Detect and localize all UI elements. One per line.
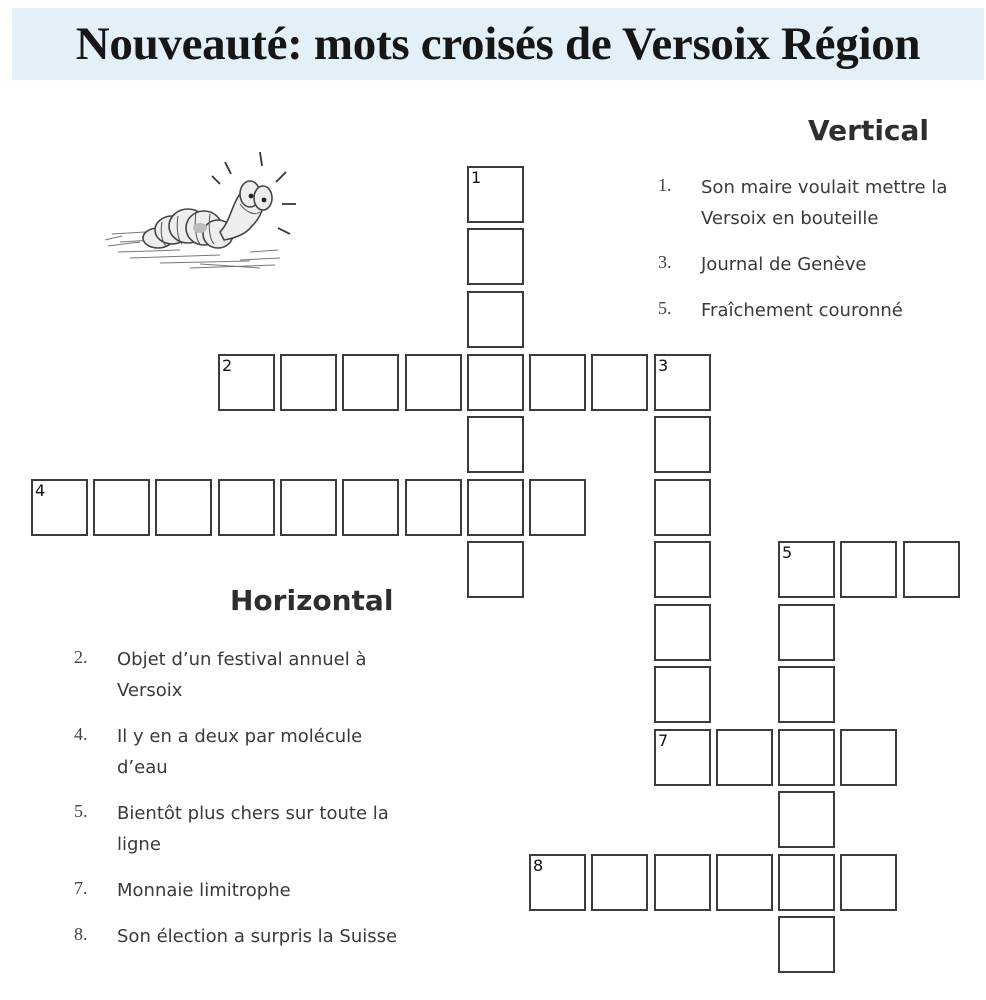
- clue-item-number: 8.: [74, 924, 88, 944]
- clue-item: [658, 172, 978, 234]
- grid-cell[interactable]: [529, 854, 586, 911]
- title-banner: [12, 8, 984, 80]
- clue-item: [74, 798, 414, 860]
- grid-cell[interactable]: [591, 354, 648, 411]
- grid-cell[interactable]: [405, 354, 462, 411]
- grid-cell[interactable]: [529, 479, 586, 536]
- horizontal-clue-list: [74, 644, 414, 967]
- grid-cell[interactable]: [218, 479, 275, 536]
- grid-cell[interactable]: [529, 354, 586, 411]
- grid-cell[interactable]: [654, 729, 711, 786]
- clue-number-8: 8: [533, 856, 544, 875]
- clue-number-1: 1: [471, 168, 482, 187]
- grid-cell[interactable]: [342, 354, 399, 411]
- grid-cell[interactable]: [654, 854, 711, 911]
- clue-number-4: 4: [35, 481, 46, 500]
- grid-cell[interactable]: [342, 479, 399, 536]
- grid-cell[interactable]: [467, 291, 524, 348]
- grid-cell[interactable]: [778, 666, 835, 723]
- clue-number-5: 5: [782, 543, 793, 562]
- grid-cell[interactable]: [778, 604, 835, 661]
- grid-cell[interactable]: [778, 541, 835, 598]
- clue-item-number: 5.: [74, 801, 88, 821]
- grid-cell[interactable]: [654, 666, 711, 723]
- clue-item-number: 3.: [658, 252, 672, 272]
- grid-cell[interactable]: [778, 729, 835, 786]
- clue-item-number: 2.: [74, 647, 88, 667]
- grid-cell[interactable]: [778, 854, 835, 911]
- clue-number-2: 2: [222, 356, 233, 375]
- grid-cell[interactable]: [840, 541, 897, 598]
- grid-cell[interactable]: [716, 729, 773, 786]
- grid-cell[interactable]: [93, 479, 150, 536]
- grid-cell[interactable]: [654, 479, 711, 536]
- page-title: Nouveauté: mots croisés de Versoix Région: [75, 18, 921, 70]
- grid-cell[interactable]: [405, 479, 462, 536]
- vertical-heading: Vertical: [808, 114, 930, 147]
- grid-cell[interactable]: [654, 541, 711, 598]
- clue-item-text: Objet d’un festival annuel à Versoix: [117, 649, 367, 701]
- clue-item: [74, 721, 414, 783]
- clue-item: [74, 921, 414, 952]
- grid-cell[interactable]: [778, 791, 835, 848]
- grid-cell[interactable]: [654, 354, 711, 411]
- clue-item: [74, 644, 414, 706]
- grid-cell[interactable]: [218, 354, 275, 411]
- grid-cell[interactable]: [467, 354, 524, 411]
- clue-item-number: 5.: [658, 298, 672, 318]
- clue-item-text: Son maire voulait mettre la Versoix en bouteille: [701, 177, 948, 229]
- clue-item-text: Son élection a surpris la Suisse: [117, 926, 398, 947]
- clue-item-text: Monnaie limitrophe: [117, 880, 291, 901]
- grid-cell[interactable]: [467, 479, 524, 536]
- grid-cell[interactable]: [654, 416, 711, 473]
- worm-icon: [100, 142, 310, 292]
- grid-cell[interactable]: [591, 854, 648, 911]
- clue-number-3: 3: [658, 356, 669, 375]
- grid-cell[interactable]: [467, 228, 524, 285]
- clue-item-text: Bientôt plus chers sur toute la ligne: [117, 803, 389, 855]
- grid-cell[interactable]: [467, 416, 524, 473]
- vertical-clue-list: [658, 172, 978, 341]
- horizontal-heading: Horizontal: [230, 584, 394, 617]
- clue-number-7: 7: [658, 731, 669, 750]
- clue-item: [658, 295, 978, 326]
- grid-cell[interactable]: [467, 541, 524, 598]
- clue-item: [74, 875, 414, 906]
- grid-cell[interactable]: [840, 854, 897, 911]
- grid-cell[interactable]: [903, 541, 960, 598]
- grid-cell[interactable]: [280, 354, 337, 411]
- clue-item-number: 1.: [658, 175, 672, 195]
- clue-item-number: 7.: [74, 878, 88, 898]
- grid-cell[interactable]: [280, 479, 337, 536]
- clue-item-text: Il y en a deux par molécule d’eau: [117, 726, 363, 778]
- grid-cell[interactable]: [840, 729, 897, 786]
- grid-cell[interactable]: [155, 479, 212, 536]
- grid-cell[interactable]: [654, 604, 711, 661]
- grid-cell[interactable]: [467, 166, 524, 223]
- grid-cell[interactable]: [778, 916, 835, 973]
- clue-item-text: Fraîchement couronné: [701, 300, 903, 321]
- clue-item: [658, 249, 978, 280]
- clue-item-number: 4.: [74, 724, 88, 744]
- clue-item-text: Journal de Genève: [701, 254, 867, 275]
- grid-cell[interactable]: [716, 854, 773, 911]
- grid-cell[interactable]: [31, 479, 88, 536]
